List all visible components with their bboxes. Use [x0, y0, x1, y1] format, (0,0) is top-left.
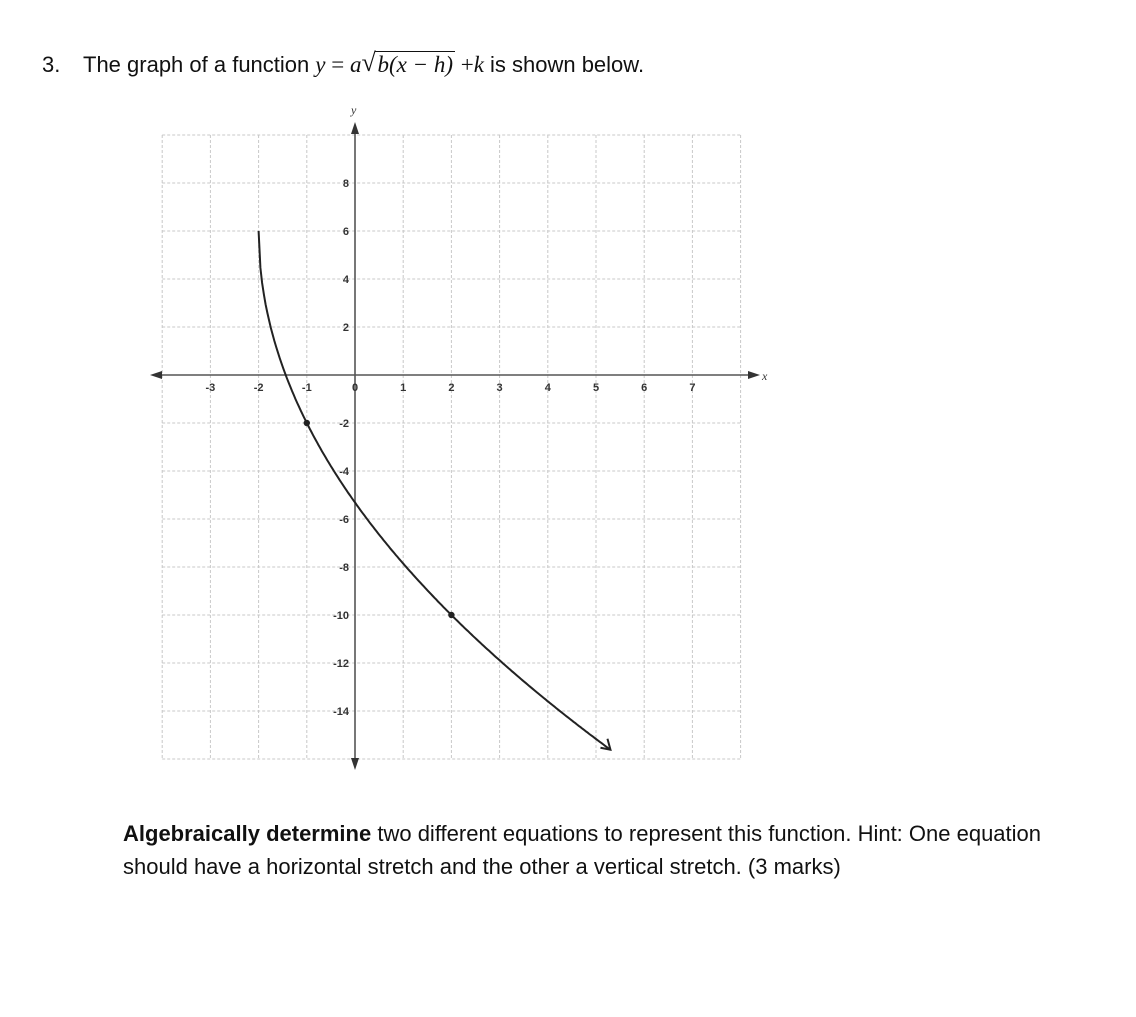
x-tick-label: -3: [205, 382, 216, 394]
x-tick-label: 5: [592, 382, 600, 394]
y-tick-label: 6: [342, 226, 349, 238]
x-axis-left-arrow-icon: [150, 371, 162, 379]
instruction-body: two different equations to represent this function. Hint: One equation should have a horizontal stretch and the other a vertical stretch. (3 marks): [123, 821, 1042, 879]
y-tick-label: -8: [339, 562, 349, 574]
x-tick-label: 1: [400, 382, 407, 394]
x-axis-label: x: [762, 369, 768, 383]
x-tick-label: 6: [641, 382, 648, 394]
curve-point: [448, 612, 454, 618]
grid-lines: [162, 135, 740, 759]
instruction-bold: Algebraically determine: [123, 821, 372, 846]
question-trail: is shown below.: [489, 52, 645, 77]
radical-sign-icon: √: [361, 48, 376, 77]
y-tick-label: -6: [339, 514, 349, 526]
y-tick-label: -10: [333, 610, 349, 622]
curve-point: [304, 420, 310, 426]
x-axis-right-arrow-icon: [748, 371, 760, 379]
instruction-text: [123, 817, 1083, 883]
y-tick-label: -12: [333, 658, 349, 670]
y-axis-label: y: [351, 103, 357, 117]
eq-equals: =: [331, 52, 345, 77]
y-tick-label: 8: [342, 178, 349, 190]
y-tick-label: 2: [342, 322, 349, 334]
x-tick-label: 2: [448, 382, 455, 394]
eq-k: k: [473, 52, 484, 77]
x-tick-label: 3: [496, 382, 503, 394]
y-tick-label: 4: [342, 274, 349, 286]
tick-labels: [206, 178, 696, 718]
question-number: 3.: [42, 52, 61, 77]
axes: [150, 103, 768, 770]
x-tick-label: -1: [301, 382, 312, 394]
y-tick-label: -4: [339, 466, 349, 478]
eq-a: a: [349, 52, 362, 77]
y-tick-label: -2: [339, 418, 349, 430]
eq-radicand: b(x − h): [377, 52, 454, 77]
y-axis-bottom-arrow-icon: [351, 758, 359, 770]
x-tick-label: 7: [689, 382, 696, 394]
eq-y: y: [315, 52, 326, 77]
question-lead: The graph of a function: [83, 52, 310, 77]
y-tick-label: -14: [333, 706, 349, 718]
x-tick-label: 4: [544, 382, 551, 394]
function-curve: [259, 231, 611, 750]
y-axis-top-arrow-icon: [351, 122, 359, 134]
eq-plus: +: [460, 52, 474, 77]
x-tick-label: 0: [351, 382, 359, 394]
x-tick-label: -2: [253, 382, 264, 394]
